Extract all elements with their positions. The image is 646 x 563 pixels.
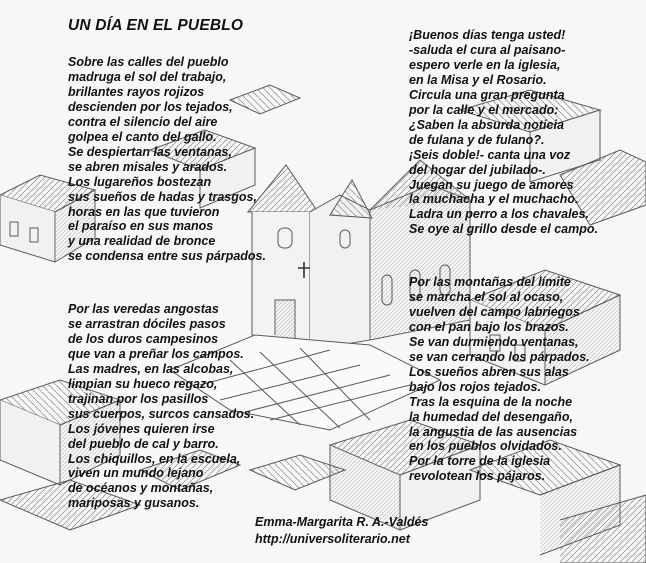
poem-line: Por la torre de la iglesia	[409, 454, 551, 469]
poem-line: brillantes rayos rojizos	[68, 84, 205, 99]
poem-line: contra el silencio del aire	[68, 114, 218, 129]
poem-line: descienden por los tejados,	[68, 99, 233, 114]
poem-line: la humedad del desengaño,	[409, 409, 573, 424]
poem-line: mariposas y gusanos.	[68, 496, 200, 511]
poem-line: la angustia de las ausencias	[409, 424, 578, 439]
poem-line: por la calle y el mercado:	[409, 102, 559, 117]
poem-line: Tras la esquina de la noche	[409, 394, 573, 409]
poem-title: UN DÍA EN EL PUEBLO	[68, 17, 244, 34]
poem-line: Los lugareños bostezan	[68, 174, 212, 189]
poem-line: Los sueños abren sus alas	[409, 364, 569, 379]
poem-line: Se van durmiendo ventanas,	[409, 334, 579, 349]
poem-line: vuelven del campo labriegos	[409, 304, 580, 319]
poem-line: se condensa entre sus párpados.	[68, 249, 266, 264]
poem-line: horas en las que tuvieron	[68, 204, 220, 219]
poem-line: trajinan por los pasillos	[68, 391, 209, 406]
poem-line: Las madres, en las alcobas,	[68, 361, 234, 376]
stanza-4	[409, 275, 590, 484]
poem-line: y una realidad de bronce	[68, 234, 216, 249]
poem-line: limpian su hueco regazo,	[68, 376, 218, 391]
poem-line: golpea el canto del gallo.	[68, 129, 217, 144]
poem-line: se van cerrando los párpados.	[409, 349, 590, 364]
poem-line: madruga el sol del trabajo,	[68, 69, 227, 84]
poem-line: de los duros campesinos	[68, 331, 219, 346]
author-credit: Emma-Margarita R. A.-Valdés	[255, 515, 429, 529]
poem-line: espero verle en la iglesia,	[409, 57, 561, 72]
poem-line: con el pan bajo los brazos.	[409, 319, 569, 334]
poem-line: se marcha el sol al ocaso,	[409, 289, 564, 304]
poem-line: Circula una gran pregunta	[409, 87, 565, 102]
poem-line: de fulana y de fulano?.	[409, 132, 545, 147]
stanza-2	[68, 302, 254, 511]
poem-line: la muchacha y el muchacho.	[409, 192, 579, 207]
stanza-1	[68, 55, 266, 264]
poem-line: sus sueños de hadas y trasgos,	[68, 189, 257, 204]
poem-line: Ladra un perro a los chavales.	[409, 207, 589, 222]
poem-line: en la Misa y el Rosario.	[409, 72, 547, 87]
poem-line: del hogar del jubilado-.	[409, 162, 546, 177]
poem-line: Se oye al grillo desde el campo.	[409, 222, 598, 237]
poem-line: ¡Buenos días tenga usted!	[409, 28, 566, 42]
poem-line: Por las veredas angostas	[68, 302, 219, 316]
poem-line: revolotean los pájaros.	[409, 469, 546, 484]
poem-line: sus cuerpos, surcos cansados.	[68, 406, 255, 421]
poem-line: Por las montañas del límite	[409, 275, 571, 289]
poem-line: se abren misales y arados.	[68, 159, 228, 174]
stanza-3	[409, 28, 598, 237]
poem-line: Se despiertan las ventanas,	[68, 144, 232, 159]
poem-line: que van a preñar los campos.	[68, 346, 244, 361]
poem-line: Juegan su juego de amores	[409, 177, 574, 192]
poem-line: viven un mundo lejano	[68, 466, 204, 481]
website-link[interactable]: http://universoliterario.net	[255, 532, 410, 546]
poem-line: bajo los rojos tejados.	[409, 379, 541, 394]
poem-line: el paraíso en sus manos	[68, 219, 214, 234]
poem-line: Sobre las calles del pueblo	[68, 55, 229, 69]
poem-line: ¡Seis doble!- canta una voz	[409, 147, 571, 162]
poem-line: en los pueblos olvidados.	[409, 439, 562, 454]
poem-line: ¿Saben la absurda noticia	[409, 117, 564, 132]
poem-line: se arrastran dóciles pasos	[68, 316, 226, 331]
poem-line: Los chiquillos, en la escuela,	[68, 451, 241, 466]
poem-line: Los jóvenes quieren irse	[68, 421, 215, 436]
poem-line: de océanos y montañas,	[68, 481, 214, 496]
poem-line: -saluda el cura al paisano-	[409, 42, 566, 57]
poem-line: del pueblo de cal y barro.	[68, 436, 219, 451]
